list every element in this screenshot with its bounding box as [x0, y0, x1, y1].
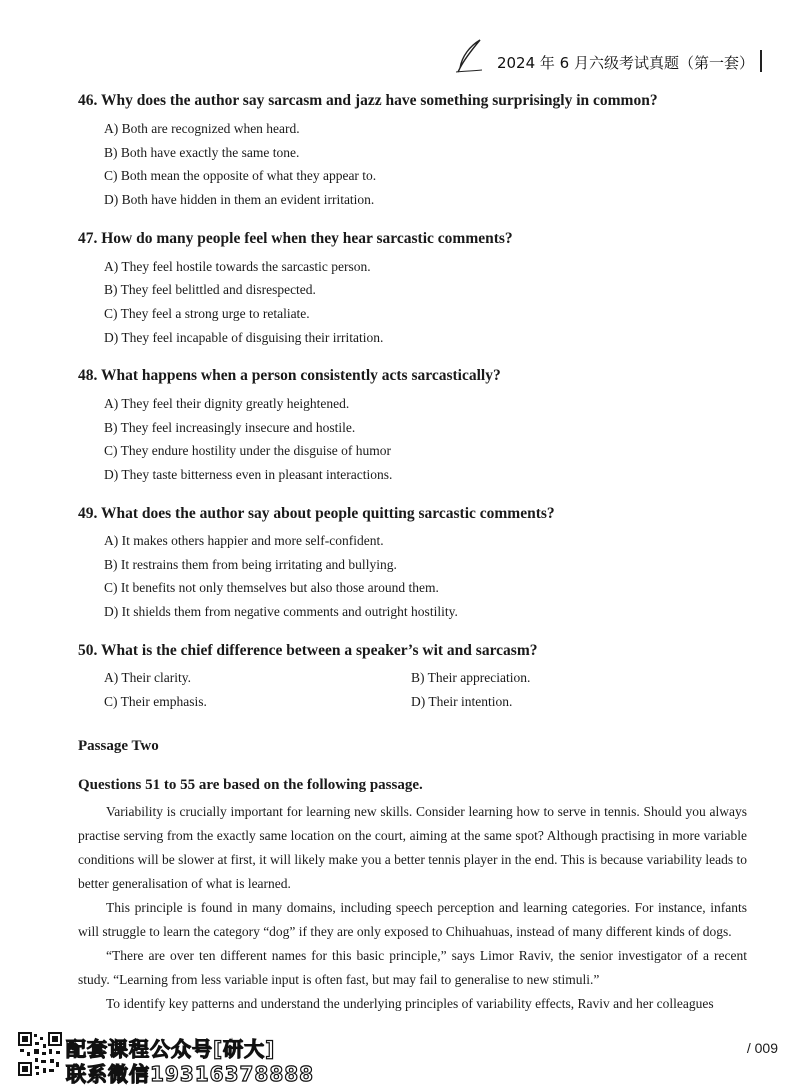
option-48-b: B) They feel increasingly insecure and hostile.: [104, 420, 356, 435]
option-46-a: A) Both are recognized when heard.: [104, 121, 300, 136]
question-46: 46. Why does the author say sarcasm and jazz have something surprisingly in common?: [78, 92, 658, 109]
passage-title: Passage Two: [78, 738, 159, 754]
question-49: 49. What does the author say about people quitting sarcastic comments?: [78, 505, 555, 522]
option-47-b: B) They feel belittled and disrespected.: [104, 282, 316, 297]
page-number: / 009: [746, 1040, 778, 1056]
question-50: 50. What is the chief difference between a speaker’s wit and sarcasm?: [78, 642, 538, 659]
option-46-d: D) Both have hidden in them an evident irritation.: [104, 192, 375, 207]
option-46-b: B) Both have exactly the same tone.: [104, 145, 300, 160]
page-header-title: 2024 年 6 月六级考试真题（第一套）: [496, 54, 754, 72]
option-48-c: C) They endure hostility under the disguise of humor: [104, 443, 391, 458]
passage-paragraph-2: This principle is found in many domains, including speech perception and learning categories. For instance, infants will struggle to learn the category “dog” if they are only exposed to Chihuahuas, instead of many different kinds of dogs.: [78, 900, 747, 939]
passage-paragraph-3: “There are over ten different names for this basic principle,” says Limor Raviv, the senior investigator of a recent study. “Learning from less variable input is often fast, but may fail to generalise to new stimuli.”: [78, 948, 747, 987]
question-48: 48. What happens when a person consistently acts sarcastically?: [78, 367, 501, 384]
option-50-a: A) Their clarity.: [104, 670, 191, 685]
option-49-b: B) It restrains them from being irritating and bullying.: [104, 557, 397, 572]
option-50-b: B) Their appreciation.: [411, 670, 531, 685]
quill-pen-icon: [452, 38, 486, 74]
passage-paragraph-1: Variability is crucially important for learning new skills. Consider learning how to serve in tennis. Should you always practise serving from the exactly same location on the court, aiming at the same spot? Although practising in more variable conditions will be slower at first, it will likely make you a better tennis player in the end. This is because variability leads to better generalisation of what is learned.: [78, 804, 747, 891]
promo-line-1: 配套课程公众号[研大]: [66, 1037, 276, 1061]
option-47-c: C) They feel a strong urge to retaliate.: [104, 306, 310, 321]
promo-line-2: 联系微信19316378888: [66, 1062, 315, 1086]
option-49-a: A) It makes others happier and more self-confident.: [104, 533, 384, 548]
option-50-c: C) Their emphasis.: [104, 694, 207, 709]
qr-code-icon: [18, 1032, 62, 1076]
option-48-a: A) They feel their dignity greatly heightened.: [104, 396, 350, 411]
option-49-d: D) It shields them from negative comments and outright hostility.: [104, 604, 458, 619]
question-47: 47. How do many people feel when they hear sarcastic comments?: [78, 230, 513, 247]
option-47-a: A) They feel hostile towards the sarcastic person.: [104, 259, 371, 274]
header-divider: [760, 50, 762, 72]
option-46-c: C) Both mean the opposite of what they appear to.: [104, 168, 377, 183]
passage-paragraph-4: To identify key patterns and understand the underlying principles of variability effects, Raviv and her colleagues: [106, 996, 714, 1011]
option-48-d: D) They taste bitterness even in pleasant interactions.: [104, 467, 393, 482]
option-49-c: C) It benefits not only themselves but also those around them.: [104, 580, 439, 595]
option-50-d: D) Their intention.: [411, 694, 513, 709]
passage-instruction: Questions 51 to 55 are based on the following passage.: [78, 777, 423, 793]
option-47-d: D) They feel incapable of disguising their irritation.: [104, 330, 384, 345]
